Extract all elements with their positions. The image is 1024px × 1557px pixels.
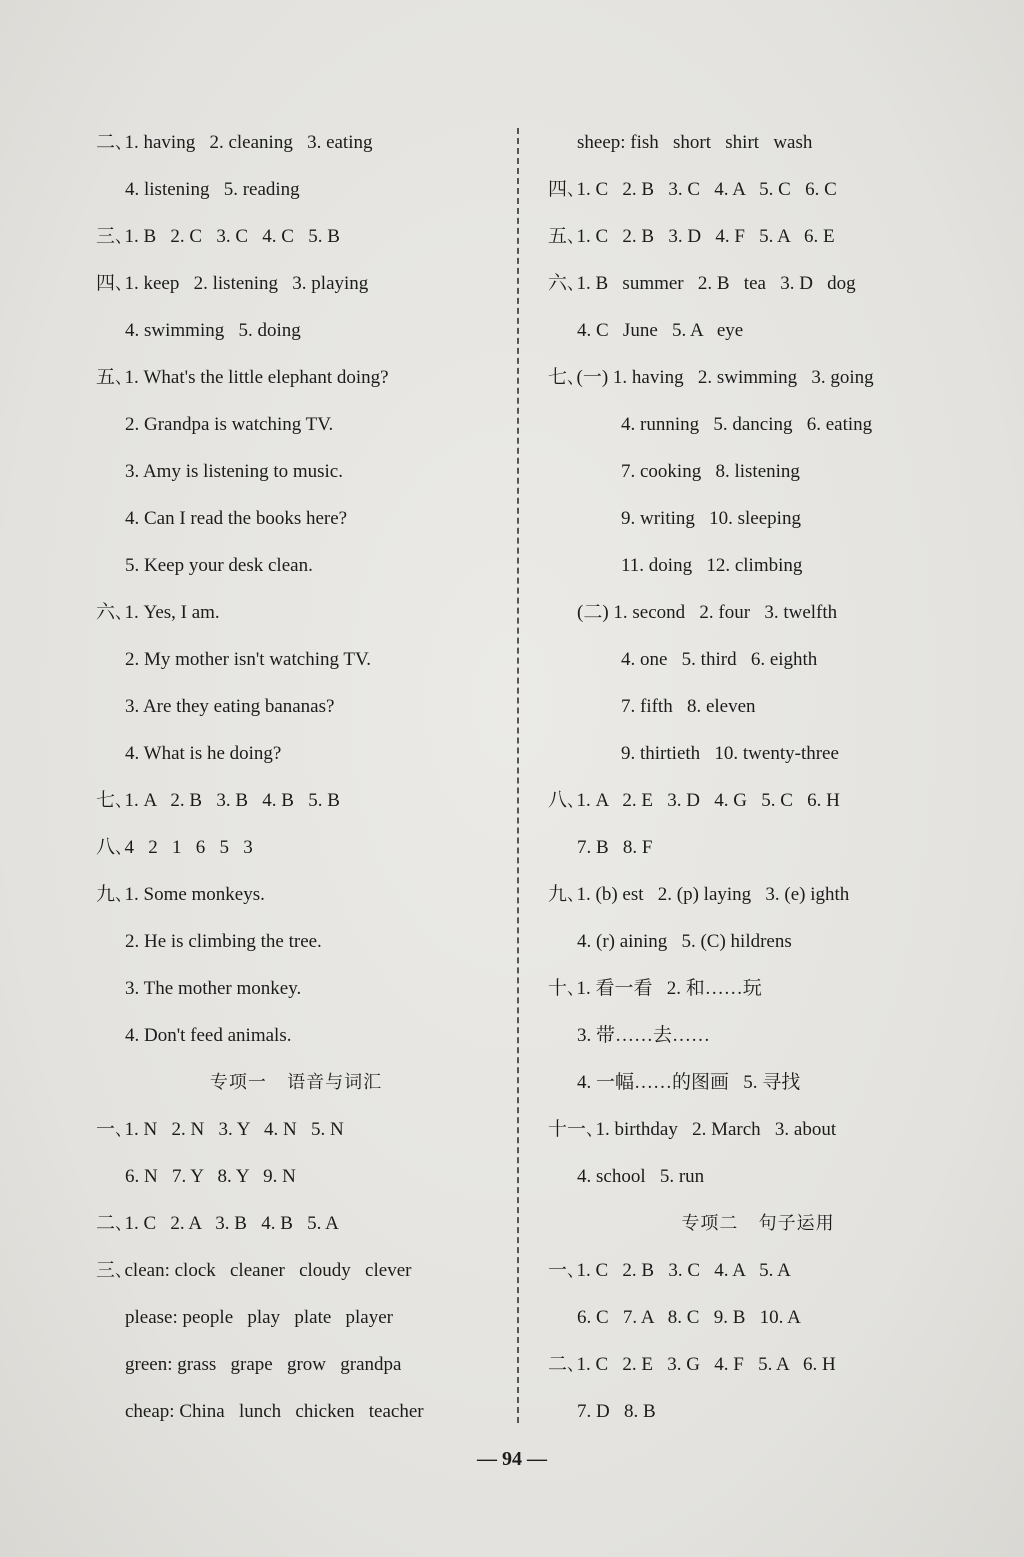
answer-line: 六､1. Yes, I am. bbox=[96, 602, 220, 623]
answer-line: 4. one 5. third 6. eighth bbox=[621, 649, 818, 670]
answer-line: 2. He is climbing the tree. bbox=[125, 931, 322, 952]
page-number: — 94 — bbox=[477, 1448, 547, 1470]
answer-line: sheep: fish short shirt wash bbox=[577, 132, 813, 153]
answer-line: please: people play plate player bbox=[125, 1307, 394, 1328]
answer-line: 五､1. C 2. B 3. D 4. F 5. A 6. E bbox=[548, 226, 835, 247]
answer-line: 一､1. N 2. N 3. Y 4. N 5. N bbox=[96, 1119, 344, 1140]
answer-line: 7. B 8. F bbox=[577, 837, 653, 858]
answer-line: 一､1. C 2. B 3. C 4. A 5. A bbox=[548, 1260, 791, 1281]
answer-line: 9. thirtieth 10. twenty-three bbox=[621, 743, 839, 764]
answer-line: 11. doing 12. climbing bbox=[621, 555, 803, 576]
answer-line: 4. listening 5. reading bbox=[125, 179, 300, 200]
answer-line: 3. The mother monkey. bbox=[125, 978, 302, 999]
answer-line: 4. school 5. run bbox=[577, 1166, 705, 1187]
answer-line: 4. C June 5. A eye bbox=[577, 320, 744, 341]
answer-line: 三､1. B 2. C 3. C 4. C 5. B bbox=[96, 226, 340, 247]
answer-line: cheap: China lunch chicken teacher bbox=[125, 1401, 424, 1422]
answer-line: 7. D 8. B bbox=[577, 1401, 656, 1422]
answer-line: 4. running 5. dancing 6. eating bbox=[621, 414, 873, 435]
answer-line: 4. swimming 5. doing bbox=[125, 320, 301, 341]
answer-line: 十一､1. birthday 2. March 3. about bbox=[548, 1119, 837, 1140]
answer-line: 六､1. B summer 2. B tea 3. D dog bbox=[548, 273, 856, 294]
answer-line: 2. My mother isn't watching TV. bbox=[125, 649, 372, 670]
answer-line: 八､1. A 2. E 3. D 4. G 5. C 6. H bbox=[548, 790, 840, 811]
answer-line: 3. Are they eating bananas? bbox=[125, 696, 335, 717]
answer-line: 八､4 2 1 6 5 3 bbox=[96, 837, 253, 858]
answer-line: 四､1. C 2. B 3. C 4. A 5. C 6. C bbox=[548, 179, 837, 200]
right-column bbox=[548, 119, 968, 1435]
answer-line: 5. Keep your desk clean. bbox=[125, 555, 313, 576]
answer-line: 3. Amy is listening to music. bbox=[125, 461, 343, 482]
answer-line: 4. Can I read the books here? bbox=[125, 508, 348, 529]
answer-line: 七､(一) 1. having 2. swimming 3. going bbox=[548, 367, 874, 388]
answer-line: 九､1. (b) est 2. (p) laying 3. (e) ighth bbox=[548, 884, 850, 905]
left-column bbox=[96, 119, 496, 1435]
answer-line: 4. 一幅……的图画 5. 寻找 bbox=[577, 1072, 801, 1093]
answer-line: 二､1. C 2. E 3. G 4. F 5. A 6. H bbox=[548, 1354, 836, 1375]
answer-line: 2. Grandpa is watching TV. bbox=[125, 414, 334, 435]
answer-line: 7. fifth 8. eleven bbox=[621, 696, 756, 717]
answer-line: 五､1. What's the little elephant doing? bbox=[96, 367, 389, 388]
answer-line: 四､1. keep 2. listening 3. playing bbox=[96, 273, 369, 294]
answer-line: 4. (r) aining 5. (C) hildrens bbox=[577, 931, 792, 952]
section-heading: 专项一 语音与词汇 bbox=[209, 1072, 383, 1093]
answer-line: 6. N 7. Y 8. Y 9. N bbox=[125, 1166, 296, 1187]
answer-line: 三､clean: clock cleaner cloudy clever bbox=[96, 1260, 412, 1281]
answer-line: 4. What is he doing? bbox=[125, 743, 282, 764]
answer-line: 9. writing 10. sleeping bbox=[621, 508, 801, 529]
column-divider bbox=[517, 128, 519, 1423]
answer-line: 二､1. C 2. A 3. B 4. B 5. A bbox=[96, 1213, 339, 1234]
section-heading: 专项二 句子运用 bbox=[681, 1213, 835, 1234]
answer-line: 4. Don't feed animals. bbox=[125, 1025, 292, 1046]
answer-line: 十､1. 看一看 2. 和……玩 bbox=[548, 978, 762, 999]
answer-line: 6. C 7. A 8. C 9. B 10. A bbox=[577, 1307, 801, 1328]
answer-line: 九､1. Some monkeys. bbox=[96, 884, 265, 905]
answer-line: 3. 带……去…… bbox=[577, 1025, 711, 1046]
answer-line: (二) 1. second 2. four 3. twelfth bbox=[577, 602, 838, 623]
answer-line: green: grass grape grow grandpa bbox=[125, 1354, 402, 1375]
answer-line: 二､1. having 2. cleaning 3. eating bbox=[96, 132, 373, 153]
answer-line: 七､1. A 2. B 3. B 4. B 5. B bbox=[96, 790, 340, 811]
answer-line: 7. cooking 8. listening bbox=[621, 461, 800, 482]
